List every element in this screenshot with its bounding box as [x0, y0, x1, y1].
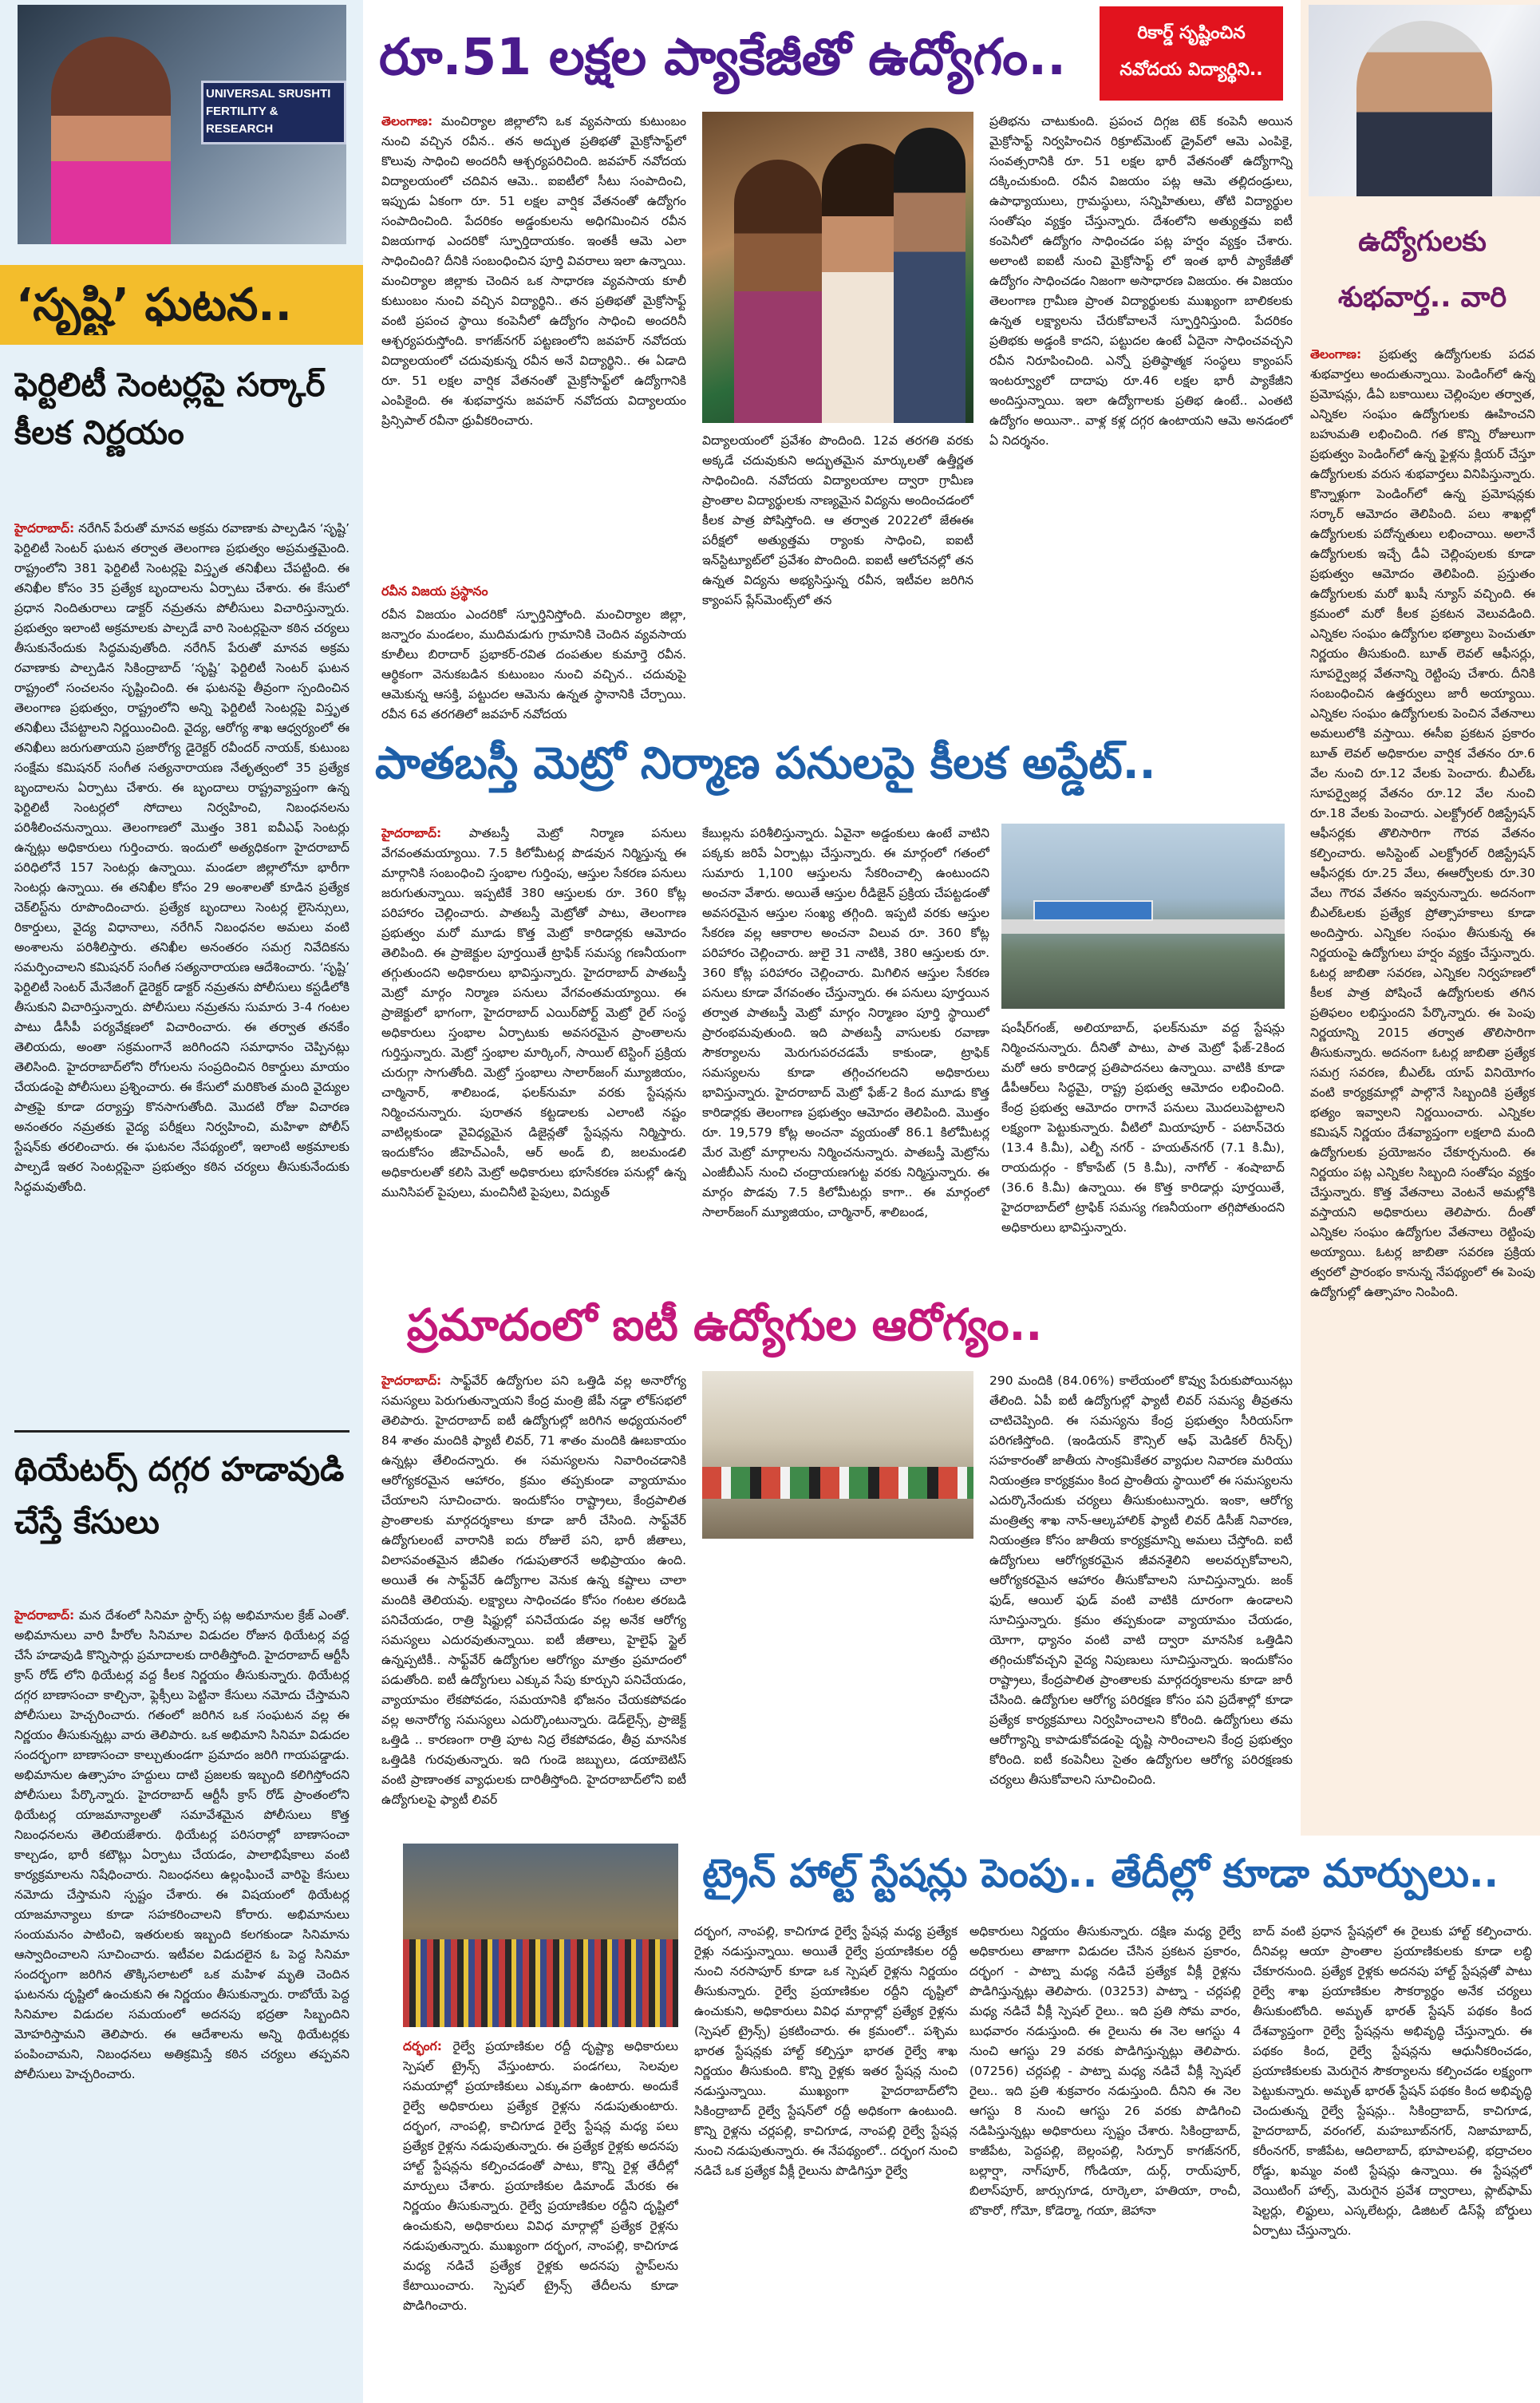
metro-dateline: హైదరాబాద్: — [381, 826, 442, 840]
office-desks — [702, 1467, 973, 1499]
left-story-2-body — [14, 1606, 349, 2396]
station-photo — [403, 1844, 678, 2027]
train-headline: ట్రైన్ హాల్ట్ స్టేషన్లు పెంపు.. తేదీల్లో కూడా మార్పులు.. — [702, 1851, 1499, 1896]
metro-train — [1033, 900, 1153, 921]
family-figure-1 — [734, 160, 822, 423]
metro-col-2: కేబుల్లను పరిశీలిస్తున్నారు. ఏవైనా అడ్డంకులు ఉంటే వాటిని పక్కకు జరిపే ఏర్పాట్లు చేస్తున్నారు. ఈ మార్గంలో గతంలో సుమారు 1,100 ఆస్తులను సేకరించాల్సి ఉంటుందని అంచనా వేశారు. అయితే ఆస్తుల రీడిజైన్ ప్రక్రియ చేపట్టడంతో అవసరమైన ఆస్తుల సంఖ్య తగ్గింది. ఇప్పటి వరకు ఆస్తుల సేకరణ వల్ల ఆకారాల అంచనా విలువ రూ. 360 కోట్ల పరిహారం చెల్లించారు. జులై 31 నాటికి, 380 ఆస్తులకు రూ. 360 కోట్ల పరిహారం చెల్లించారు. మిగిలిన ఆస్తుల సేకరణ పనులు కూడా వేగవంతం చేస్తున్నారు. ఈ పనులు పూర్తయిన తర్వాత పాతబస్తీ మెట్రో మార్గం నిర్మాణం పూర్తి స్థాయిలో ప్రారంభమవుతుంది. ఇది పాతబస్తీ వాసులకు రవాణా సౌకర్యాలను మెరుగుపరచడమే కాకుండా, ట్రాఫిక్ సమస్యలను కూడా తగ్గించగలదని అధికారులు భావిస్తున్నారు. హైదరాబాద్ మెట్రో ఫేజ్-2 కింద మూడు కొత్త కారిడార్లకు తెలంగాణ ప్రభుత్వం ఆమోదం తెలిపింది. మొత్తం రూ. 19,579 కోట్ల అంచనా వ్యయంతో 86.1 కిలోమీటర్ల మేర మెట్రో మార్గాలను నిర్మించనున్నారు. పాతబస్తీ మెట్రోను ఎంజీబీఎస్ నుంచి చంద్రాయణగుట్ట వరకు నిర్మిస్తున్నారు. ఈ మార్గం పొడవు 7.5 కిలోమీటర్లు కాగా.. ఈ మార్గంలో సాలార్‌జంగ్ మ్యూజియం, చార్మినార్, శాలిబండ, — [702, 826, 989, 1219]
it-col-2: 290 మందికి (84.06%) కాలేయంలో కొవ్వు పేరుకుపోయినట్లు తేలింది. ఏపీ ఐటీ ఉద్యోగుల్లో ఫ్యాటీ లివర్ సమస్య తీవ్రతను చాటిచెప్పింది. ఈ సమస్యను కేంద్ర ప్రభుత్వం సీరియస్‌గా పరిగణిస్తోంది. (ఇండియన్ కౌన్సిల్ ఆఫ్ మెడికల్ రీసెర్చ్) సహకారంతో జాతీయ సాంక్రమికేతర వ్యాధుల నివారణ మరియు నియంత్రణ కార్యక్రమం కింద ప్రాంతీయ స్థాయిలో ఈ సమస్యలను ఎదుర్కొనేందుకు చర్యలు తీసుకుంటున్నారు. ఇంకా, ఆరోగ్య మంత్రిత్వ శాఖ నాన్-ఆల్కహాలిక్ ఫ్యాటీ లివర్ డిసీజ్ నివారణ, నియంత్రణ కోసం జాతీయ కార్యక్రమాన్ని అమలు చేస్తోంది. ఐటీ ఉద్యోగులు ఆరోగ్యకరమైన జీవనశైలిని అలవర్చుకోవాలని, ఆరోగ్యకరమైన ఆహారం తీసుకోవాలని సూచిస్తున్నారు. జంక్ ఫుడ్, ఆయిల్ ఫుడ్ వంటి వాటికి దూరంగా ఉండాలని సూచిస్తున్నారు. క్రమం తప్పకుండా వ్యాయామం చేయడం, యోగా, ధ్యానం వంటి వాటి ద్వారా మానసిక ఒత్తిడిని తగ్గించుకోవచ్చని వైద్య నిపుణులు సూచిస్తున్నారు. ఇందుకోసం రాష్ట్రాలు, కేంద్రపాలిత ప్రాంతాలకు మార్గదర్శకాలను కూడా జారీ చేసింది. ఉద్యోగుల ఆరోగ్య పరిరక్షణ కోసం పని ప్రదేశాల్లో కూడా ప్రత్యేక కార్యక్రమాలు నిర్వహించాలని కోరింది. ఉద్యోగులు తమ ఆరోగ్యాన్ని కాపాడుకోవడంపై దృష్టి సారించాలని కేంద్ర ప్రభుత్వం కోరింది. ఐటీ కంపెనీలు సైతం ఉద్యోగుల ఆరోగ్య పరిరక్షణకు చర్యలు తీసుకోవాలని సూచించింది. — [989, 1373, 1293, 1787]
it-col-1b — [702, 1548, 973, 1818]
banner-tag — [1100, 6, 1283, 101]
person-silhouette — [51, 37, 171, 244]
right-story-body — [1310, 345, 1535, 1821]
train-col-4: బాద్ వంటి ప్రధాన స్టేషన్లలో ఈ రైలుకు హాల్ట్ కల్పించారు. దీనివల్ల ఆయా ప్రాంతాల ప్రయాణికులకు కూడా లబ్ధి చేకూరనుంది. ప్రత్యేక రైళ్లకు అదనపు హాల్ట్ స్టేషన్లతో పాటు రైల్వే శాఖ ప్రయాణికుల సౌకర్యార్థం అనేక చర్యలు తీసుకుంటోంది. అమృత్ భారత్ స్టేషన్ పథకం కింద దేశవ్యాప్తంగా రైల్వే స్టేషన్లను అభివృద్ధి చేస్తున్నారు. ఈ పథకం కింద, రైల్వే స్టేషన్లను ఆధునీకరించడం, ప్రయాణికులకు మెరుగైన సౌకర్యాలను కల్పించడం లక్ష్యంగా పెట్టుకున్నారు. అమృత్ భారత్ స్టేషన్ పథకం కింద అభివృద్ధి చెందుతున్న రైల్వే స్టేషన్లు.. సికింద్రాబాద్, కాచిగూడ, హైదరాబాద్, వరంగల్, మహబూబ్‌నగర్, నిజామాబాద్, కరీంనగర్, కాజీపేట, ఆదిలాబాద్, భూపాలపల్లి, భద్రాచలం రోడ్డు, ఖమ్మం వంటి స్టేషన్లు ఉన్నాయి. ఈ స్టేషన్లలో వెయిటింగ్ హాల్స్, మెరుగైన ప్రవేశ ద్వారాలు, ప్లాట్‌ఫామ్ షెల్టర్లు, లిఫ్టులు, ఎస్కలేటర్లు, డిజిటల్ డిస్‌ప్లే బోర్డులు ఏర్పాటు చేస్తున్నారు. — [1253, 1924, 1532, 2238]
job-story-col-3: ప్రతిభను చాటుకుంది. ప్రపంచ దిగ్గజ టెక్ కంపెనీ అయిన మైక్రోసాఫ్ట్ నిర్వహించిన రిక్రూట్‌మెంట్ డ్రైవ్‌లో ఆమె ఎంపికై, సంవత్సరానికి రూ. 51 లక్షల భారీ వేతనంతో ఉద్యోగాన్ని దక్కించుకుంది. రవీన విజయం పట్ల ఆమె తల్లిదండ్రులు, ఉపాధ్యాయులు, గ్రామస్థులు, సన్నిహితులు, తోటి విద్యార్థుల సంతోషం వ్యక్తం చేస్తున్నారు. దేశంలోని అత్యుత్తమ ఐటీ కంపెనీలో ఉద్యోగం సాధించడం పట్ల హర్షం వ్యక్తం చేశారు. అలాంటి ఐఐటీ నుంచి మైక్రోసాఫ్ట్ లో ఇంత భారీ ప్యాకేజీతో ఉద్యోగం సాధించడం నిజంగా అసాధారణ విజయం. ఈ విజయం తెలంగాణ గ్రామీణ ప్రాంత విద్యార్థులకు ముఖ్యంగా బాలికలకు ఉన్నత లక్ష్యాలను చేరుకోవాలనే స్ఫూర్తినిస్తుంది. పేదరికం ప్రతిభకు అడ్డంకి కాదని, పట్టుదల ఉంటే ఏదైనా సాధించవచ్చని రవీన నిరూపించింది. ఎన్నో ప్రతిష్ఠాత్మక సంస్థలు క్యాంపస్ ఇంటర్వ్యూలో దాదాపు రూ.46 లక్షల భారీ ప్యాకేజీని అందిస్తున్నాయి. ఇలా ఉద్యోగాలకు ప్రతిభ ఉంటే.. ఎంతటి ఉద్యోగం అయినా.. వాళ్ల కళ్ల దగ్గర ఉంటాయని ఆమె అనడంలో ఏ నిదర్శనం. — [989, 114, 1293, 448]
left-story-1-dateline: హైదరాబాద్: — [14, 521, 75, 536]
crowd — [403, 1939, 678, 2027]
signboard-text: UNIVERSAL SRUSHTI FERTILITY & RESEARCH — [206, 87, 331, 136]
banner-tag-line-1: రికార్డ్ సృష్టించిన — [1137, 23, 1246, 43]
it-headline: ప్రమాదంలో ఐటీ ఉద్యోగుల ఆరోగ్యం.. — [407, 1299, 1043, 1350]
right-story-dateline: తెలంగాణ: — [1310, 347, 1362, 362]
office-photo — [702, 1371, 973, 1539]
it-col-1-text: సాఫ్ట్‌వేర్ ఉద్యోగుల పని ఒత్తిడి వల్ల అనారోగ్య సమస్యలు పెరుగుతున్నాయని కేంద్ర మంత్రి జేపీ నడ్డా లోక్‌సభలో తెలిపారు. హైదరాబాద్ ఐటీ ఉద్యోగుల్లో జరిగిన అధ్యయనంలో 84 శాతం మందికి ఫ్యాటీ లివర్, 71 శాతం మందికి ఊబకాయం ఉన్నట్లు తేలిందన్నారు. ఈ సమస్యలను నివారించడానికి ఆరోగ్యకరమైన ఆహారం, క్రమం తప్పకుండా వ్యాయామం చేయాలని సూచించారు. ఇందుకోసం రాష్ట్రాలు, కేంద్రపాలిత ప్రాంతాలకు మార్గదర్శకాలు కూడా జారీ చేసింది. సాఫ్ట్‌వేర్ ఉద్యోగులంటే వారానికి ఐదు రోజులే పని, భారీ జీతాలు, విలాసవంతమైన జీవితం గడుపుతారనే అభిప్రాయం ఉంది. అయితే ఈ సాఫ్ట్‌వేర్ ఉద్యోగాల వెనుక ఉన్న కష్టాలు చాలా మందికి తెలియవు. లక్ష్యాలు సాధించడం కోసం గంటల తరబడి పనిచేయడం, రాత్రి షిఫ్టుల్లో పనిచేయడం వల్ల అనేక ఆరోగ్య సమస్యలు ఎదురవుతున్నాయి. ఐటీ జీతాలు, హైలైఫ్ స్టైల్ ఉన్నప్పటికీ.. సాఫ్ట్‌వేర్ ఉద్యోగుల ఆరోగ్యం మాత్రం ప్రమాదంలో పడుతోంది. ఐటీ ఉద్యోగులు ఎక్కువ సేపు కూర్చుని పనిచేయడం, వ్యాయామం లేకపోవడం, సమయానికి భోజనం చేయకపోవడం వల్ల అనారోగ్య సమస్యలు ఎదుర్కొంటున్నారు. డెడ్‌లైన్స్, ప్రాజెక్ట్ ఒత్తిడి .. కారణంగా రాత్రి పూట నిద్ర లేకపోవడం, తీవ్ర మానసిక ఒత్తిడికి గురవుతున్నారు. ఇది గుండె జబ్బులు, డయాబెటిస్ వంటి ప్రాణాంతక వ్యాధులకు దారితీస్తోంది. హైదరాబాద్‌లోని ఐటీ ఉద్యోగులపై ఫ్యాటీ లివర్ — [381, 1373, 686, 1807]
train-col-3: అధికారులు నిర్ణయం తీసుకున్నారు. దక్షిణ మధ్య రైల్వే అధికారులు తాజాగా విడుదల చేసిన ప్రకటన ప్రకారం, దర్భంగ - పాట్నా మధ్య నడిచే ప్రత్యేక వీక్లీ రైళ్లను పొడిగిస్తున్నట్లు తెలిపారు. (03253) పాట్నా - చర్లపల్లి మధ్య నడిచే వీక్లీ స్పెషల్ రైలు.. ఇది ప్రతి సోమ వారం, బుధవారం నడుస్తుంది. ఈ రైలును ఈ నెల ఆగస్టు 4 నుంచి ఆగస్టు 29 వరకు పొడిగిస్తున్నట్లు తెలిపారు. (07256) చర్లపల్లి - పాట్నా మధ్య నడిచే వీక్లీ స్పెషల్ రైలు.. ఇది ప్రతి శుక్రవారం నడుస్తుంది. దీనిని ఈ నెల ఆగస్టు 8 నుంచి ఆగస్టు 26 వరకు పొడిగించి నడిపిస్తున్నట్లు అధికారులు స్పష్టం చేశారు. సికింద్రాబాద్, కాజీపేట, పెద్దపల్లి, బెల్లంపల్లి, సిర్పూర్ కాగజ్‌నగర్, బల్లార్షా, నాగ్‌పూర్, గోండియా, దుర్గ్, రాయ్‌పూర్, బిలాస్‌పూర్, జార్సుగూడ, రూర్కెలా, హతియా, రాంచీ, బొకారో, గోమో, కోడెర్మా, గయా, జెహానా — [969, 1924, 1241, 2218]
job-story-col-1b: రవీన విజయం ఎందరికో స్ఫూర్తినిస్తోంది. మంచిర్యాల జిల్లా, జన్నారం మండలం, ముదిమడుగు గ్రామానికి చెందిన వ్యవసాయ కూలీలు బిరాదార్ ప్రభాకర్-రవిత దంపతుల కుమార్తె రవీన. ఆర్థికంగా వెనుకబడిన కుటుంబం నుంచి వచ్చిన.. చదువుపై ఆమెకున్న ఆసక్తి, పట్టుదల ఆమెను ఉన్నత స్థానానికి చేర్చాయి. రవీన 6వ తరగతిలో జవహర్ నవోదయ — [381, 607, 686, 721]
left-story-1-text: నరేగిన్ పేరుతో మానవ అక్రమ రవాణాకు పాల్పడిన ‘సృష్టి’ ఫెర్టిలిటీ సెంటర్ ఘటన తర్వాత తెలంగాణ ప్రభుత్వం అప్రమత్తమైంది. రాష్ట్రంలోని 381 ఫెర్టిలిటీ సెంటర్లపై విస్తృత తనిఖీలు చేపట్టింది. ఈ తనిఖీల కోసం 35 ప్రత్యేక బృందాలను ఏర్పాటు చేశారు. ఈ కేసులో ప్రధాన నిందితురాలు డాక్టర్ నమ్రతను పోలీసులు విచారిస్తున్నారు. ప్రభుత్వం ఇలాంటి అక్రమాలకు పాల్పడే వారి సెంటర్లపైనా కఠిన చర్యలు తీసుకునేందుకు సిద్ధమవుతోంది. నరేగిన్ పేరుతో మానవ అక్రమ రవాణాకు పాల్పడిన సికింద్రాబాద్ ‘సృష్టి’ ఫెర్టిలిటీ సెంటర్ ఘటన రాష్ట్రంలో సంచలనం సృష్టించింది. ఈ ఘటనపై తీవ్రంగా స్పందించిన తెలంగాణ ప్రభుత్వం, రాష్ట్రంలోని అన్ని ఫెర్టిలిటీ సెంటర్లపై విస్తృత తనిఖీలు చేపట్టాలని నిర్ణయించింది. వైద్య, ఆరోగ్య శాఖ ఆధ్వర్యంలో ఈ తనిఖీలు జరుగుతాయని ప్రజారోగ్య డైరెక్టర్ రవీందర్ నాయక్, కుటుంబ సంక్షేమ కమిషనర్ సంగీత సత్యనారాయణ నేతృత్వంలో 35 ప్రత్యేక బృందాలను ఏర్పాటు చేశారు. ఈ బృందాలు రాష్ట్రవ్యాప్తంగా ఉన్న ఫెర్టిలిటీ సెంటర్లలో సోదాలు నిర్వహించి, నిబంధనలను పరిశీలించనున్నాయి. తెలంగాణలో మొత్తం 381 ఐవీఎఫ్ సెంటర్లు ఉన్నట్లు అధికారులు గుర్తించారు. ఇందులో అత్యధికంగా హైదరాబాద్ పరిధిలోనే 157 సెంటర్లు ఉన్నాయి. మండలా జిల్లాలోనూ భారీగా సెంటర్లు ఉన్నాయి. ఈ తనిఖీల కోసం 29 అంశాలతో కూడిన ప్రత్యేక చెక్‌లిస్ట్‌ను రూపొందించారు. ప్రత్యేక బృందాలు సెంటర్ల లైసెన్సులు, రికార్డులు, వైద్య విధానాలు, నరేగిన్ నిబంధనల అమలు వంటి అంశాలను పరిశీలిస్తారు. తనిఖీల అనంతరం సమగ్ర నివేదికను సమర్పించాలని కమిషనర్ సంగీత సత్యనారాయణ ఆదేశించారు. ‘సృష్టి’ ఫెర్టిలిటీ సెంటర్ మేనేజింగ్ డైరెక్టర్ డాక్టర్ నమ్రతను పోలీసులు కస్టడీలోకి తీసుకుని విచారిస్తున్నారు. పోలీసులు నమ్రతను సుమారు 3-4 గంటల పాటు డీసీపీ పర్యవేక్షణలో విచారించారు. ఈ తర్వాత తనకేం తెలియదు, అంతా సక్రమంగానే జరిగిందని సమాధానం చెప్పినట్లు తెలిసింది. హైదరాబాద్‌లోని రోగులను సంప్రదించిన రికార్డులు మాయం చేయడంపై పోలీసులు ప్రశ్నించారు. ఈ కేసులో మరికొంత మంది వైద్యుల పాత్రపై కూడా దర్యాప్తు కొనసాగుతోంది. మొదటి రోజు విచారణ అనంతరం నమ్రతకు వైద్య పరీక్షలు నిర్వహించి, మహిళా పోలీస్ స్టేషన్‌కు తరలించారు. ఈ ఘటనల నేపథ్యంలో, ఇలాంటి అక్రమాలకు పాల్పడే ఇతర సెంటర్లపైనా ప్రభుత్వం కఠిన చర్యలు తీసుకునేందుకు సిద్ధమవుతోంది. — [14, 521, 349, 1194]
section-tag — [0, 265, 363, 345]
right-headline: ఉద్యోగులకు శుభవార్త.. వారి — [1337, 226, 1507, 314]
section-tag-text: ‘సృష్టి’ ఘటన.. — [16, 279, 292, 331]
left-headline-1: ఫెర్టిలిటీ సెంటర్లపై సర్కార్ కీలక నిర్ణయం — [14, 366, 326, 452]
banner-headline: రూ.51 లక్షల ప్యాకేజీతో ఉద్యోగం.. — [379, 28, 1067, 86]
job-story-col-1-text: మంచిర్యాల జిల్లాలోని ఒక వ్యవసాయ కుటుంబం నుంచి వచ్చిన రవీన.. తన అద్భుత ప్రతిభతో మైక్రోసాఫ్ట్‌లో కొలువు సాధించి అందరినీ ఆశ్చర్యపరిచింది. జవహర్ నవోదయ విద్యాలయంలో చదివిన ఆమె.. ఐఐటీలో సీటు సంపాదించి, ఇప్పుడు ఏకంగా రూ. 51 లక్షల వార్షిక వేతనంతో ఉద్యోగం సంపాదించింది. పేదరికం అడ్డంకులను అధిగమించిన రవీన విజయగాథ ఎందరికో స్ఫూర్తిదాయకం. ఇంతకీ ఆమె ఎలా సాధించింది? దీనికి సంబంధించిన పూర్తి వివరాలు ఇలా ఉన్నాయి. మంచిర్యాల జిల్లాకు చెందిన ఒక సాధారణ వ్యవసాయ కూలీ కుటుంబం నుంచి వచ్చిన విద్యార్థిని.. తన ప్రతిభతో మైక్రోసాఫ్ట్ వంటి ప్రపంచ స్థాయి కంపెనీలో ఉద్యోగం సాధించి అందరినీ ఆశ్చర్యపరుస్తోంది. కాగజ్‌నగర్ పట్టణంలోని జవహర్ నవోదయ విద్యాలయంలో చదువుకున్న రవీన అనే విద్యార్థిని.. ఈ ఏడాది రూ. 51 లక్షల వార్షిక వేతనంతో మైక్రోసాఫ్ట్‌లో ఉద్యోగానికి ఎంపికైంది. ఈ శుభవార్తను జవహర్ నవోదయ విద్యాలయం ప్రిన్సిపాల్ రవీనా ధ్రువీకరించారు. — [381, 114, 686, 428]
family-photo — [702, 112, 973, 423]
train-col-1-text: రైల్వే ప్రయాణికుల రద్దీ దృష్ట్యా అధికారులు స్పెషల్ ట్రైన్స్ వేస్తుంటారు. పండగలు, సెలవుల సమయాల్లో ప్రయాణికులు ఎక్కువగా ఉంటారు. అందుకే రైల్వే అధికారులు ప్రత్యేక రైళ్లను నడుపుతుంటారు. దర్భంగ, నాంపల్లి, కాచిగూడ రైల్వే స్టేషన్ల మధ్య పలు ప్రత్యేక రైళ్లను నడుపుతున్నారు. ఈ ప్రత్యేక రైళ్లకు అదనపు హాల్ట్ స్టేషన్లను కల్పించడంతో పాటు, కొన్ని రైళ్ల తేదీల్లో మార్పులు చేశారు. ప్రయాణికుల డిమాండ్ మేరకు ఈ నిర్ణయం తీసుకున్నారు. రైల్వే ప్రయాణికుల రద్దీని దృష్టిలో ఉంచుకుని, అధికారులు వివిధ మార్గాల్లో ప్రత్యేక రైళ్లను నడుపుతున్నారు. ముఖ్యంగా దర్భంగ, నాంపల్లి, కాచిగూడ మధ్య నడిచే ప్రత్యేక రైళ్లకు అదనపు స్టాప్‌లను కేటాయించారు. స్పెషల్ ట్రైన్స్ తేదీలను కూడా పొడిగించారు. — [403, 2039, 678, 2313]
train-dateline: దర్భంగ: — [403, 2039, 442, 2053]
job-story-col-2: విద్యాలయంలో ప్రవేశం పొందింది. 12వ తరగతి వరకు అక్కడే చదువుకుని అద్భుతమైన మార్కులతో ఉత్తీర్ణత సాధించింది. నవోదయ విద్యాలయాల ద్వారా గ్రామీణ ప్రాంతాల విద్యార్థులకు నాణ్యమైన విద్యను అందించడంలో కీలక పాత్ర పోషిస్తోంది. ఆ తర్వాత 2022లో జేఈఈ పరీక్షలో అత్యుత్తమ ర్యాంకు సాధించి, ఐఐటీ ఇన్‌స్టిట్యూట్‌లో ప్రవేశం పొందింది. ఐఐటీ ఆలోచనల్లో తన ఉన్నత విద్యను అభ్యసిస్తున్న రవీన, ఇటీవల జరిగిన క్యాంపస్ ప్లేస్‌మెంట్స్‌లో తన — [702, 433, 973, 607]
train-col-1 — [403, 2037, 678, 2396]
metro-col-3: షంషీర్‌గంజ్, అలియాబాద్, ఫలక్‌నుమా వద్ద స్టేషన్లు నిర్మించనున్నారు. దీనితో పాటు, పాత మెట్రో ఫేజ్-2కింద మరో ఆరు కారిడార్ల ప్రతిపాదనలు ఉన్నాయి. వాటికి కూడా డీపీఆర్‌లు సిద్ధమై, రాష్ట్ర ప్రభుత్వ ఆమోదం లభించింది. కేంద్ర ప్రభుత్వ ఆమోదం రాగానే పనులు మొదలుపెట్టాలని లక్ష్యంగా పెట్టుకున్నారు. వీటిలో మియాపూర్ - పటాన్‌చెరు (13.4 కి.మీ), ఎల్బీ నగర్ - హయత్‌నగర్ (7.1 కి.మీ), రాయదుర్గం - కోకాపేట్ (5 కి.మీ), నాగోల్ - శంషాబాద్ (36.6 కి.మీ) ఉన్నాయి. ఈ కొత్త కారిడార్లు పూర్తయితే, హైదరాబాద్‌లో ట్రాఫిక్ సమస్య గణనీయంగా తగ్గిపోతుందని అధికారులు భావిస్తున్నారు. — [1001, 1021, 1285, 1235]
it-col-1 — [381, 1371, 686, 1818]
doctor-photo — [18, 5, 346, 244]
official-photo — [1309, 5, 1540, 196]
it-dateline: హైదరాబాద్: — [381, 1373, 442, 1388]
metro-headline: పాతబస్తీ మెట్రో నిర్మాణ పనులపై కీలక అప్డేట్.. — [375, 737, 1156, 788]
job-story-col-1 — [381, 112, 686, 576]
metro-viaduct — [1001, 919, 1285, 934]
official-silhouette — [1356, 21, 1492, 196]
banner-tag-line-2: నవోదయ విద్యార్థిని.. — [1119, 60, 1263, 80]
left-headline-2: థియేటర్స్ దగ్గర హడావుడి చేస్తే కేసులు — [14, 1450, 345, 1541]
metro-photo — [1001, 824, 1285, 1009]
right-story-text: ప్రభుత్వ ఉద్యోగులకు పదవ శుభవార్తలు అందుతున్నాయి. పెండింగ్‌లో ఉన్న ప్రమోషన్లు, డీఏ బకాయిలు చెల్లింపుల తర్వాత, ఎన్నికల సంఘం ఉద్యోగులకు ఊహించని బహుమతి లభించింది. గత కొన్ని రోజులుగా ప్రభుత్వం పెండింగ్‌లో ఉన్న ఫైళ్లను క్లియర్ చేస్తూ ఉద్యోగులకు వరుస శుభవార్తలు వినిపిస్తున్నారు. కొన్నాళ్లుగా పెండింగ్‌లో ఉన్న ప్రమోషన్లకు సర్కార్ ఆమోదం తెలిపింది. పలు శాఖల్లో ఉద్యోగులకు పదోన్నతులు లభించాయి. అలానే ఉద్యోగులకు ఇచ్చే డీఏ చెల్లింపులకు కూడా ప్రభుత్వం ఆమోదం తెలిపింది. ప్రస్తుతం ఉద్యోగులకు మరో ఖుషీ న్యూస్ వచ్చింది. ఈ క్రమంలో మరో కీలక ప్రకటన వెలువడింది. ఎన్నికల సంఘం ఉద్యోగుల భత్యాలు పెంచుతూ నిర్ణయం తీసుకుంది. బూత్ లెవల్ ఆఫీసర్లు, సూపర్వైజర్ల వేతనాన్ని రెట్టింపు చేశారు. దీనికి సంబంధించిన ఉత్తర్వులు జారీ అయ్యాయి. ఎన్నికల సంఘం ఉద్యోగులకు పెంచిన వేతనాలు అమలులోకి వస్తాయి. ఈసీఐ ప్రకటన ప్రకారం బూత్ లెవల్ అధికారుల వార్షిక వేతనం రూ.6 వేల నుంచి రూ.12 వేలకు పెంచారు. బీఎల్‌ఓ సూపర్వైజర్ల వేతనం రూ.12 వేల నుంచి రూ.18 వేలకు పెంచారు. ఎలక్ట్రోరల్ రిజిస్ట్రేషన్ ఆఫీసర్లకు తొలిసారిగా గౌరవ వేతనం కల్పించారు. అసిస్టెంట్ ఎలక్ట్రోరల్ రిజిస్ట్రేషన్ ఆఫీసర్లకు రూ.25 వేలు, ఈఆర్వోలకు రూ.30 వేలు గౌరవ వేతనం ఇవ్వనున్నారు. అదనంగా బీఎల్‌ఓలకు ప్రత్యేక ప్రోత్సాహకాలు కూడా అందిస్తారు. ఎన్నికల సంఘం తీసుకున్న ఈ నిర్ణయంపై ఉద్యోగులు హర్షం వ్యక్తం చేస్తున్నారు. ఓటర్ల జాబితా సవరణ, ఎన్నికల నిర్వహణలో కీలక పాత్ర పోషించే ఉద్యోగులకు తగిన ప్రతిఫలం లభిస్తుందని పేర్కొన్నారు. ఈ పెంపు నిర్ణయాన్ని 2015 తర్వాత తొలిసారిగా తీసుకున్నారు. అదనంగా ఓటర్ల జాబితా ప్రత్యేక సమగ్ర సవరణ, బీఎల్‌ఓ యాప్ వినియోగం వంటి కార్యక్రమాల్లో పాల్గొనే సిబ్బందికి ప్రత్యేక భత్యం ఇవ్వాలని నిర్ణయించారు. ఎన్నికల కమిషన్ నిర్ణయం దేశవ్యాప్తంగా లక్షలాది మంది ఉద్యోగులకు ప్రయోజనం చేకూర్చనుంది. ఈ నిర్ణయం పట్ల ఎన్నికల సిబ్బంది సంతోషం వ్యక్తం చేస్తున్నారు. కొత్త వేతనాలు వెంటనే అమల్లోకి వస్తాయని అధికారులు తెలిపారు. దీంతో ఎన్నికల సంఘం ఉద్యోగుల వేతనాలు రెట్టింపు అయ్యాయి. ఓటర్ల జాబితా సవరణ ప్రక్రియ త్వరలో ప్రారంభం కానున్న నేపథ్యంలో ఈ పెంపు ఉద్యోగుల్లో ఉత్సాహం నింపింది. — [1310, 347, 1535, 1299]
metro-col-1-text: పాతబస్తీ మెట్రో నిర్మాణ పనులు వేగవంతమయ్యాయి. 7.5 కిలోమీటర్ల పొడవున నిర్మిస్తున్న ఈ మార్గానికి సంబంధించి స్తంభాల గుర్తింపు, ఆస్తుల సేకరణ పనులు జరుగుతున్నాయి. ఇప్పటికే 380 ఆస్తులకు రూ. 360 కోట్ల పరిహారం చెల్లించారు. పాతబస్తీ మెట్రోతో పాటు, తెలంగాణ ప్రభుత్వం మరో మూడు కొత్త మెట్రో కారిడార్లకు ఆమోదం తెలిపింది. ఈ ప్రాజెక్టుల పూర్తయితే ట్రాఫిక్ సమస్య గణనీయంగా తగ్గుతుందని అధికారులు భావిస్తున్నారు. హైదరాబాద్ పాతబస్తీ మెట్రో మార్గం నిర్మాణ పనులు వేగవంతమయ్యాయి. ఈ ప్రాజెక్టులో భాగంగా, హైదరాబాద్ ఎయిర్‌పోర్ట్ మెట్రో రైల్ సంస్థ అధికారులు స్తంభాల ఏర్పాటుకు అవసరమైన ప్రాంతాలను గుర్తిస్తున్నారు. మెట్రో స్తంభాల మార్కింగ్, సాయిల్ టెస్టింగ్ ప్రక్రియ చురుగ్గా సాగుతోంది. మెట్రో స్తంభాలు సాలార్‌జంగ్ మ్యూజియం, చార్మినార్, శాలిబండ, ఫలక్‌నుమా వరకు స్టేషన్లను నిర్మించనున్నారు. పురాతన కట్టడాలకు ఎలాంటి నష్టం వాటిల్లకుండా వైవిధ్యమైన డిజైన్లతో స్టేషన్లను నిర్మిస్తారు. ఇందుకోసం జీహెచ్‌ఎంసీ, ఆర్ అండ్ బి, జలమండలి అధికారులతో కలిసి మెట్రో అధికారులు భూసేకరణ పనుల్లో ఉన్న మునిసిపల్ పైపులు, మంచినీటి పైపులు, విద్యుత్ — [381, 826, 686, 1200]
left-story-2-text: మన దేశంలో సినిమా స్టార్స్ పట్ల అభిమానుల క్రేజ్ ఎంతో. అభిమానులు వారి హీరోల సినిమాల విడుదల రోజున థియేటర్ల వద్ద చేసే హడావుడి కొన్నిసార్లు ప్రమాదాలకు దారితీస్తోంది. హైదరాబాద్ ఆర్టీసీ క్రాస్ రోడ్ లోని థియేటర్ల వద్ద కీలక నిర్ణయం తీసుకున్నారు. థియేటర్ల దగ్గర బాణాసంచా కాల్చినా, ఫ్లెక్సీలు పెట్టినా కేసులు నమోదు చేస్తామని పోలీసులు హెచ్చరించారు. గతంలో జరిగిన ఒక సంఘటన వల్ల ఈ నిర్ణయం తీసుకున్నట్లు వారు తెలిపారు. ఒక అభిమాని సినిమా విడుదల సందర్భంగా బాణాసంచా కాల్చుతుండగా ప్రమాదం జరిగి గాయపడ్డాడు. అభిమానుల ఉత్సాహం హద్దులు దాటి ప్రజలకు ఇబ్బంది కలిగిస్తోందని పోలీసులు పేర్కొన్నారు. హైదరాబాద్ ఆర్టీసీ క్రాస్ రోడ్ ప్రాంతంలోని థియేటర్ల యాజమాన్యాలతో సమావేశమైన పోలీసులు కొత్త నిబంధనలను తెలియజేశారు. థియేటర్ల పరిసరాల్లో బాణాసంచా కాల్చడం, భారీ కటౌట్లు ఏర్పాటు చేయడం, పాలాభిషేకాలు వంటి కార్యక్రమాలను నిషేధించారు. నిబంధనలు ఉల్లంఘించే వారిపై కేసులు నమోదు చేస్తామని స్పష్టం చేశారు. ఈ విషయంలో థియేటర్ల యాజమాన్యాలు కూడా సహకరించాలని కోరారు. అభిమానులు సంయమనం పాటించి, ఇతరులకు ఇబ్బంది కలగకుండా సినిమాను ఆస్వాదించాలని సూచించారు. ఇటీవల విడుదలైన ఓ పెద్ద సినిమా సందర్భంగా జరిగిన తొక్కిసలాటలో ఒక మహిళ మృతి చెందిన ఘటనను దృష్టిలో ఉంచుకుని ఈ నిర్ణయం తీసుకున్నారు. రాబోయే పెద్ద సినిమాల విడుదల సమయంలో అదనపు భద్రతా సిబ్బందిని మోహరిస్తామని తెలిపారు. ఈ ఆదేశాలను అన్ని థియేటర్లకు పంపించామని, నిబంధనలు అతిక్రమిస్తే కఠిన చర్యలు తప్పవని పోలీసులు హెచ్చరించారు. — [14, 1608, 349, 2081]
left-story-1-body — [14, 519, 349, 1419]
left-story-2-dateline: హైదరాబాద్: — [14, 1608, 75, 1622]
family-figure-3 — [894, 128, 965, 423]
train-col-2: దర్భంగ, నాంపల్లి, కాచిగూడ రైల్వే స్టేషన్ల మధ్య ప్రత్యేక రైళ్లు నడుస్తున్నాయి. అయితే రైల్వే ప్రయాణికుల రద్దీ నుంచి నరసాపూర్ కూడా ఒక స్పెషల్ రైళ్లను నిర్ణయం తీసుకున్నారు. రైల్వే ప్రయాణికుల రద్దీని దృష్టిలో ఉంచుకుని, అధికారులు వివిధ మార్గాల్లో ప్రత్యేక రైళ్లను (స్పెషల్ ట్రైన్స్) ప్రకటించారు. ఈ క్రమంలో.. పశ్చిమ భారత స్టేషన్లకు హాల్ట్ కల్పిస్తూ భారత రైల్వే శాఖ నిర్ణయం తీసుకుంది. కొన్ని రైళ్లకు ఇతర స్టేషన్ల నుంచి నడుస్తున్నాయి. ముఖ్యంగా హైదరాబాద్‌లోని సికింద్రాబాద్ రైల్వే స్టేషన్‌లో రద్దీ అధికంగా ఉంటుంది. కొన్ని రైళ్లను చర్లపల్లి, కాచిగూడ, నాంపల్లి రైల్వే స్టేషన్ల నుంచి నడుపుతున్నారు. ఈ నేపథ్యంలో.. దర్భంగ నుంచి నడిచే ఒక ప్రత్యేక వీక్లీ రైలును పొడిగిస్తూ రైల్వే — [694, 1924, 958, 2178]
left-divider — [14, 1430, 349, 1433]
job-story-dateline: తెలంగాణ: — [381, 114, 433, 128]
job-story-subhead: రవీన విజయ ప్రస్థానం — [381, 583, 488, 599]
metro-col-1 — [381, 824, 686, 1271]
